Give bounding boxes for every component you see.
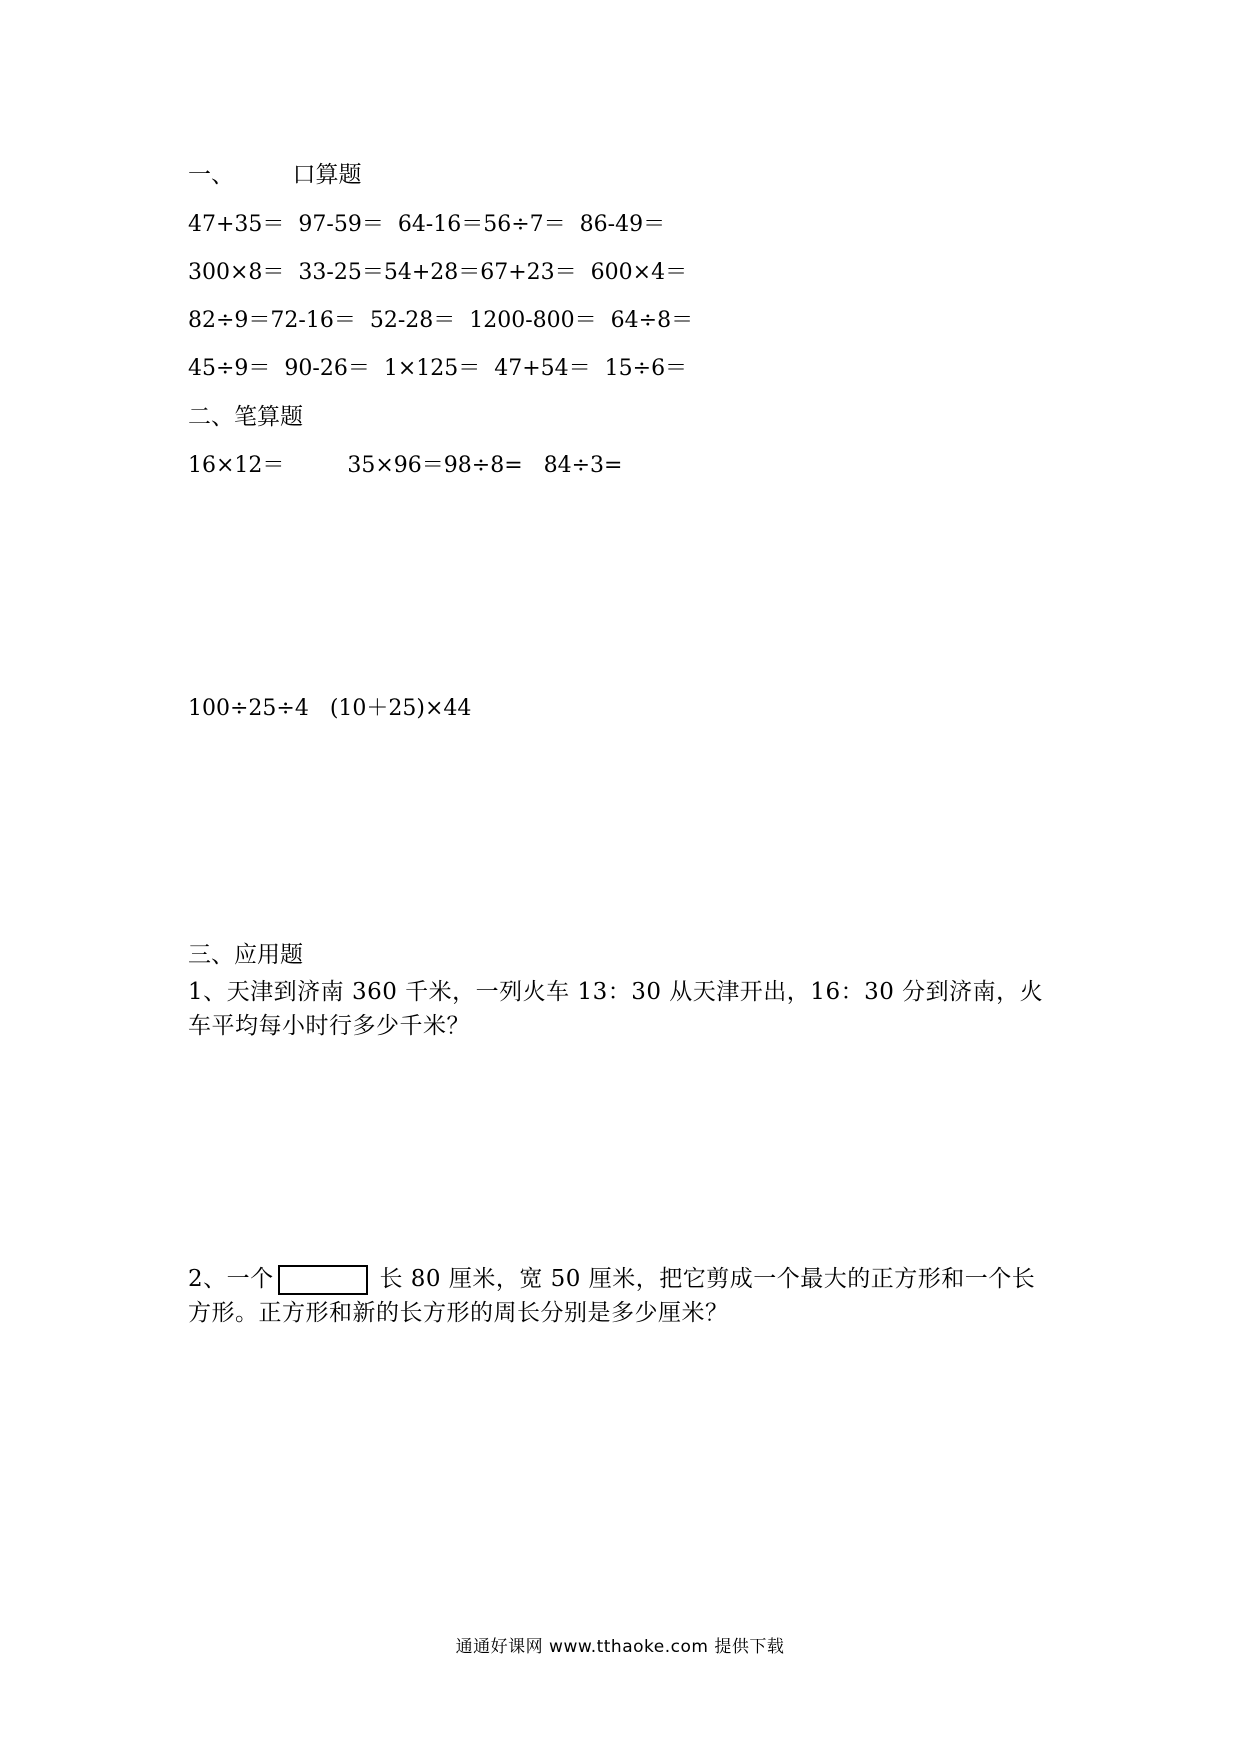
footer-text: 通通好课网 www.tthaoke.com 提供下载	[455, 1637, 785, 1657]
mental-math-row-3: 82÷9＝72-16＝ 52-28＝ 1200-800＝ 64÷8＝	[188, 308, 694, 333]
mental-math-row-1: 47+35＝ 97-59＝ 64-16＝56÷7＝ 86-49＝	[188, 212, 666, 237]
word-problem-2-prefix: 2、一个	[188, 1266, 274, 1292]
section2-title: 二、笔算题	[188, 404, 303, 430]
mental-math-row-2: 300×8＝ 33-25＝54+28＝67+23＝ 600×4＝	[188, 260, 688, 285]
word-problem-1: 1、天津到济南 360 千米，一列火车 13：30 从天津开出，16：30 分到济南，火车平均每小时行多少千米？	[188, 979, 1044, 1039]
word-problem-2-text: 长 80 厘米，宽 50 厘米，把它剪成一个最大的正方形和一个长方形。正方形和新的长方形的周长分别是多少厘米？	[188, 1266, 1036, 1326]
section1-title: 一、 口算题	[188, 162, 362, 188]
written-calc-row-1: 16×12＝ 35×96＝98÷8= 84÷3=	[188, 453, 623, 478]
rectangle-figure	[278, 1265, 368, 1295]
mental-math-row-4: 45÷9＝ 90-26＝ 1×125＝ 47+54＝ 15÷6＝	[188, 356, 688, 381]
written-calc-row-2: 100÷25÷4 (10＋25)×44	[188, 696, 472, 721]
word-problem-2	[188, 1262, 1058, 1330]
section3-title: 三、应用题	[188, 942, 303, 968]
